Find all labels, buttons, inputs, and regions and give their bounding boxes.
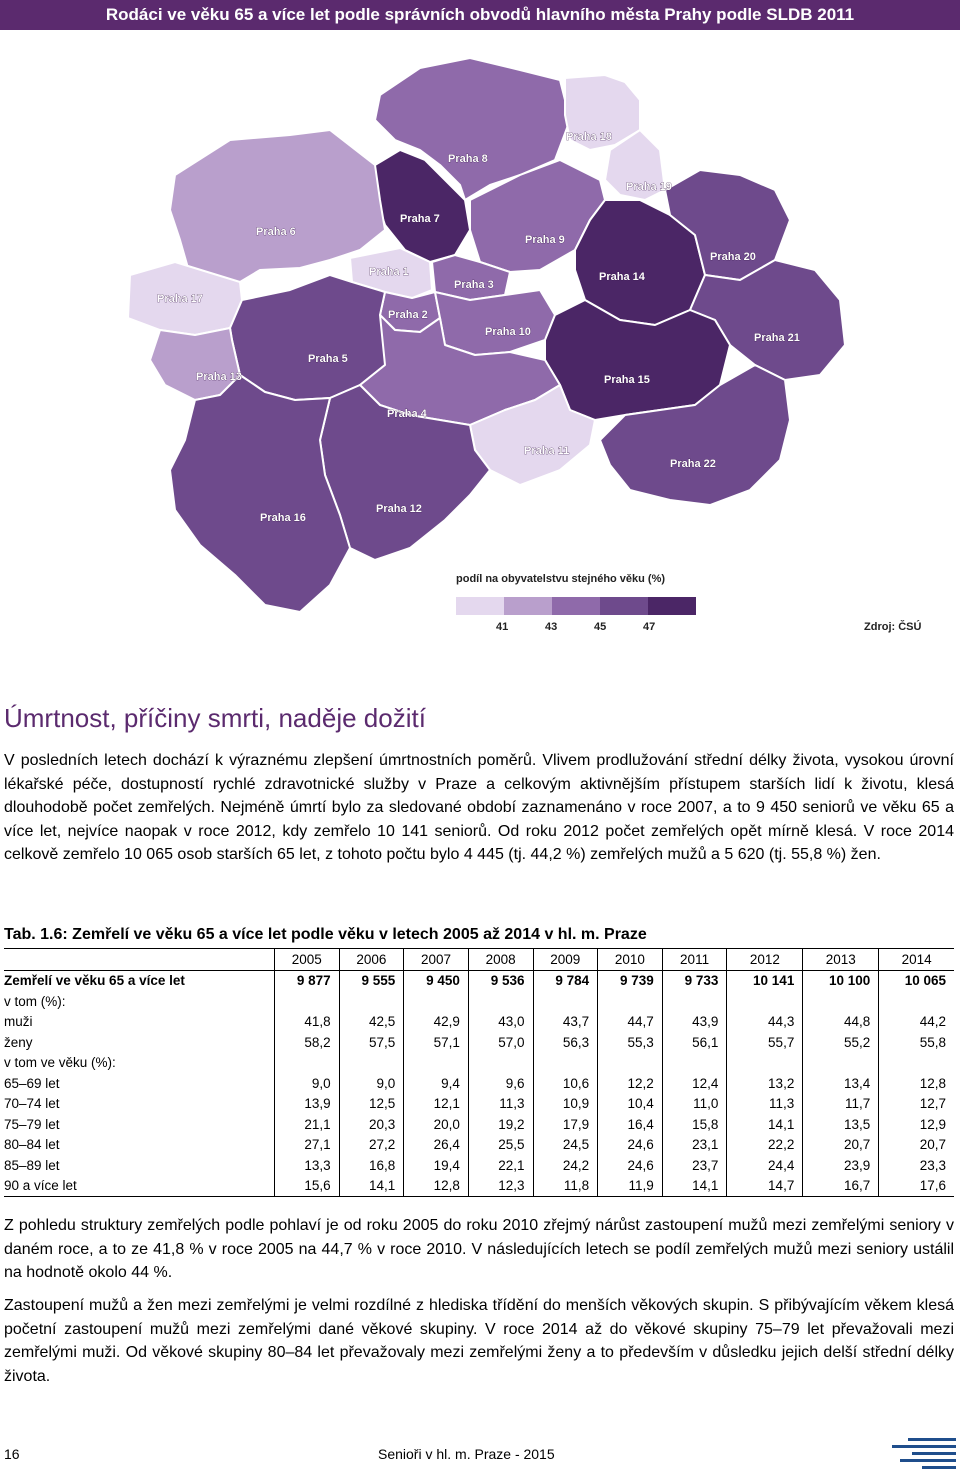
table-cell: 23,7 [662,1155,727,1176]
table-cell: 43,7 [533,1012,598,1033]
table-row [4,1053,954,1074]
district-praha-10 [435,290,555,355]
district-label: Praha 22 [670,458,716,470]
table-cell: 23,1 [662,1135,727,1156]
table-cell [404,1053,469,1074]
table-cell: 11,3 [468,1094,533,1115]
district-label: Praha 11 [524,445,570,457]
table-cell: 10,6 [533,1073,598,1094]
table-cell: 12,3 [468,1176,533,1197]
table-row-label: Zemřelí ve věku 65 a více let [4,973,185,989]
table-cell: 10 141 [727,970,803,991]
table-cell: 9 739 [598,970,663,991]
table-row-label: 75–79 let [4,1116,60,1132]
legend-swatch [648,597,696,615]
legend-title: podíl na obyvatelstvu stejného věku (%) [456,573,666,585]
paragraph-gender-structure: Z pohledu struktury zemřelých podle pohlaví je od roku 2005 do roku 2010 zřejmý nárůst zastoupení mužů mezi zemřelými seniory v daném roce, a to ze 41,8 % v roce 2005 na 44,7 % v roce 2010. V následujících letech se podíl zemřelých mužů mezi seniory ustálil na hodnotě okolo 44 %. [4,1217,954,1281]
table-cell: 9 877 [275,970,340,991]
table-cell: 57,0 [468,1032,533,1053]
table-cell [879,1053,954,1074]
page-number: 16 [4,1446,20,1462]
table-cell: 16,8 [339,1155,404,1176]
table-row [4,1012,954,1033]
legend-tick: 41 [496,621,509,633]
table-cell: 13,3 [275,1155,340,1176]
table-cell: 17,6 [879,1176,954,1197]
table-cell [339,991,404,1012]
table-cell: 10 065 [879,970,954,991]
table-cell: 57,5 [339,1032,404,1053]
table-cell: 10,9 [533,1094,598,1115]
legend-tick: 43 [545,621,558,633]
legend-tick: 45 [594,621,607,633]
table-row-label: muži [4,1014,33,1030]
table-cell: 57,1 [404,1032,469,1053]
publisher-logo [882,1436,956,1470]
district-label: Praha 15 [604,374,650,386]
table-cell: 9 450 [404,970,469,991]
district-label: Praha 21 [754,332,800,344]
deaths-table [4,948,954,1197]
table-cell: 27,1 [275,1135,340,1156]
district-label: Praha 7 [400,213,440,225]
table-cell: 44,7 [598,1012,663,1033]
table-cell: 43,9 [662,1012,727,1033]
footer-title: Senioři v hl. m. Praze - 2015 [378,1446,555,1462]
table-cell: 23,3 [879,1155,954,1176]
legend-tick: 47 [643,621,656,633]
table-cell: 14,1 [727,1114,803,1135]
table-cell [803,1053,879,1074]
district-label: Praha 18 [566,131,612,143]
district-label: Praha 2 [388,309,428,321]
table-cell: 20,7 [879,1135,954,1156]
table-cell [803,991,879,1012]
table-year-header: 2011 [662,949,727,971]
map-title: Rodáci ve věku 65 a více let podle správních obvodů hlavního města Prahy podle SLDB 2011 [0,0,960,30]
table-cell: 12,5 [339,1094,404,1115]
table-cell: 10,4 [598,1094,663,1115]
table-row [4,991,954,1012]
table-cell: 9 784 [533,970,598,991]
district-praha-16 [170,375,350,612]
table-year-header: 2008 [468,949,533,971]
table-cell: 26,4 [404,1135,469,1156]
table-cell: 11,3 [727,1094,803,1115]
table-cell: 15,6 [275,1176,340,1197]
table-cell: 20,0 [404,1114,469,1135]
table-cell [533,991,598,1012]
table-cell: 11,7 [803,1094,879,1115]
table-cell: 44,8 [803,1012,879,1033]
district-label: Praha 5 [308,353,348,365]
district-label: Praha 19 [626,181,672,193]
table-header-row [4,949,954,971]
table-cell: 13,2 [727,1073,803,1094]
table-cell: 10 100 [803,970,879,991]
table-cell: 9,4 [404,1073,469,1094]
table-cell [468,1053,533,1074]
district-label: Praha 20 [710,251,756,263]
table-row-label: v tom ve věku (%): [4,1055,116,1071]
district-label: Praha 3 [454,279,494,291]
district-label: Praha 17 [157,293,203,305]
table-row-label: 70–74 let [4,1096,60,1112]
table-cell: 56,1 [662,1032,727,1053]
table-cell: 21,1 [275,1114,340,1135]
table-cell [275,991,340,1012]
table-cell: 11,0 [662,1094,727,1115]
table-title: Tab. 1.6: Zemřelí ve věku 65 a více let podle věku v letech 2005 až 2014 v hl. m. Praze [4,926,647,943]
table-year-header: 2014 [879,949,954,971]
district-label: Praha 10 [485,326,531,338]
table-cell: 22,2 [727,1135,803,1156]
table-cell: 23,9 [803,1155,879,1176]
table-row-label: 80–84 let [4,1137,60,1153]
legend-swatch [456,597,504,615]
table-cell: 14,7 [727,1176,803,1197]
table-cell: 14,1 [339,1176,404,1197]
table-cell: 9,6 [468,1073,533,1094]
table-cell: 25,5 [468,1135,533,1156]
table-cell: 58,2 [275,1032,340,1053]
table-cell: 44,3 [727,1012,803,1033]
table-cell: 20,7 [803,1135,879,1156]
table-cell: 20,3 [339,1114,404,1135]
table-cell: 11,9 [598,1176,663,1197]
table-cell: 12,1 [404,1094,469,1115]
district-label: Praha 8 [448,153,488,165]
table-row [4,1155,954,1176]
table-cell: 43,0 [468,1012,533,1033]
table-cell: 24,6 [598,1135,663,1156]
table-cell: 13,4 [803,1073,879,1094]
table-cell: 12,4 [662,1073,727,1094]
legend-color-scale [456,597,696,615]
table-year-header: 2006 [339,949,404,971]
table-row-label: ženy [4,1034,33,1050]
table-cell: 55,7 [727,1032,803,1053]
table-cell [879,991,954,1012]
table-cell: 55,3 [598,1032,663,1053]
table-year-header: 2010 [598,949,663,971]
table-cell: 12,8 [879,1073,954,1094]
table-cell: 13,9 [275,1094,340,1115]
table-cell: 9,0 [339,1073,404,1094]
table-cell: 15,8 [662,1114,727,1135]
table-cell: 22,1 [468,1155,533,1176]
table-cell [662,1053,727,1074]
table-row-label: 65–69 let [4,1075,60,1091]
district-label: Praha 14 [599,271,645,283]
table-row [4,1073,954,1094]
legend-swatch [504,597,552,615]
legend-swatch [600,597,648,615]
section-heading: Úmrtnost, příčiny smrti, naděje dožití [4,703,426,733]
table-cell: 16,4 [598,1114,663,1135]
table-row-label: 85–89 let [4,1157,60,1173]
table-row [4,1135,954,1156]
table-cell: 41,8 [275,1012,340,1033]
table-cell: 9 555 [339,970,404,991]
table-cell [404,991,469,1012]
table-cell: 9 733 [662,970,727,991]
table-cell: 19,4 [404,1155,469,1176]
table-cell: 11,8 [533,1176,598,1197]
table-cell: 12,2 [598,1073,663,1094]
table-row [4,1114,954,1135]
intro-paragraph: V posledních letech dochází k výraznému zlepšení úmrtnostních poměrů. Vlivem prodlužování střední délky života, vysokou úrovní lékařské péče, dostupností rychlé zdravotnické služby v Praze a celkovým aktivnějším přístupem starších lidí k životu, klesá dlouhodobě počet zemřelých. Nejméně úmrtí bylo za sledované období zaznamenáno v roce 2007, a to 9 450 seniorů ve věku 65 a více let, nejvíce naopak v roce 2012, kdy zemřelo 10 141 seniorů. Od roku 2012 počet zemřelých opět mírně klesá. V roce 2014 celkově zemřelo 10 065 osob starších 65 let, z tohoto počtu bylo 4 445 (tj. 44,2 %) zemřelých mužů a 5 620 (tj. 55,8 %) žen. [4,752,954,863]
district-label: Praha 6 [256,226,296,238]
table-cell: 24,4 [727,1155,803,1176]
table-cell: 9 536 [468,970,533,991]
district-label: Praha 1 [369,266,409,278]
table-cell: 55,8 [879,1032,954,1053]
table-cell: 9,0 [275,1073,340,1094]
table-cell: 27,2 [339,1135,404,1156]
table-year-header: 2012 [727,949,803,971]
table-row [4,1032,954,1053]
table-cell: 19,2 [468,1114,533,1135]
table-header-blank [4,949,275,971]
table-row-label: v tom (%): [4,993,66,1009]
prague-district-map [0,30,960,640]
table-cell [727,991,803,1012]
table-row-label: 90 a více let [4,1176,275,1197]
district-label: Praha 16 [260,512,306,524]
paragraph-age-groups: Zastoupení mužů a žen mezi zemřelými je velmi rozdílné z hlediska třídění do menších věkových skupin. S přibývajícím věkem klesá početní zastoupení mužů mezi zemřelými dané věkové skupiny. V roce 2014 až do věkové skupiny 75–79 let převažovali mezi zemřelými muži. Od věkové skupiny 80–84 let převažovaly mezi zemřelými ženy a to především v důsledku jejich delší střední délky života. [4,1297,954,1385]
map-source: Zdroj: ČSÚ [864,621,922,633]
table-cell: 56,3 [533,1032,598,1053]
table-cell: 24,2 [533,1155,598,1176]
table-cell [598,991,663,1012]
table-cell: 24,6 [598,1155,663,1176]
table-cell: 55,2 [803,1032,879,1053]
district-label: Praha 4 [387,408,427,420]
district-label: Praha 9 [525,234,565,246]
table-cell: 12,7 [879,1094,954,1115]
table-year-header: 2005 [275,949,340,971]
table-cell: 24,5 [533,1135,598,1156]
table-cell [468,991,533,1012]
table-cell: 17,9 [533,1114,598,1135]
table-cell: 44,2 [879,1012,954,1033]
table-cell: 12,8 [404,1176,469,1197]
table-cell: 42,5 [339,1012,404,1033]
table-cell: 42,9 [404,1012,469,1033]
table-cell [662,991,727,1012]
table-row [4,970,954,991]
table-cell: 12,9 [879,1114,954,1135]
table-row [4,1176,954,1197]
legend-swatch [552,597,600,615]
table-cell [339,1053,404,1074]
table-year-header: 2013 [803,949,879,971]
table-cell: 14,1 [662,1176,727,1197]
table-year-header: 2007 [404,949,469,971]
table-cell [598,1053,663,1074]
table-row [4,1094,954,1115]
district-label: Praha 13 [196,371,242,383]
table-year-header: 2009 [533,949,598,971]
table-cell [533,1053,598,1074]
table-cell: 13,5 [803,1114,879,1135]
district-label: Praha 12 [376,503,422,515]
table-cell [275,1053,340,1074]
table-cell: 16,7 [803,1176,879,1197]
table-cell [727,1053,803,1074]
